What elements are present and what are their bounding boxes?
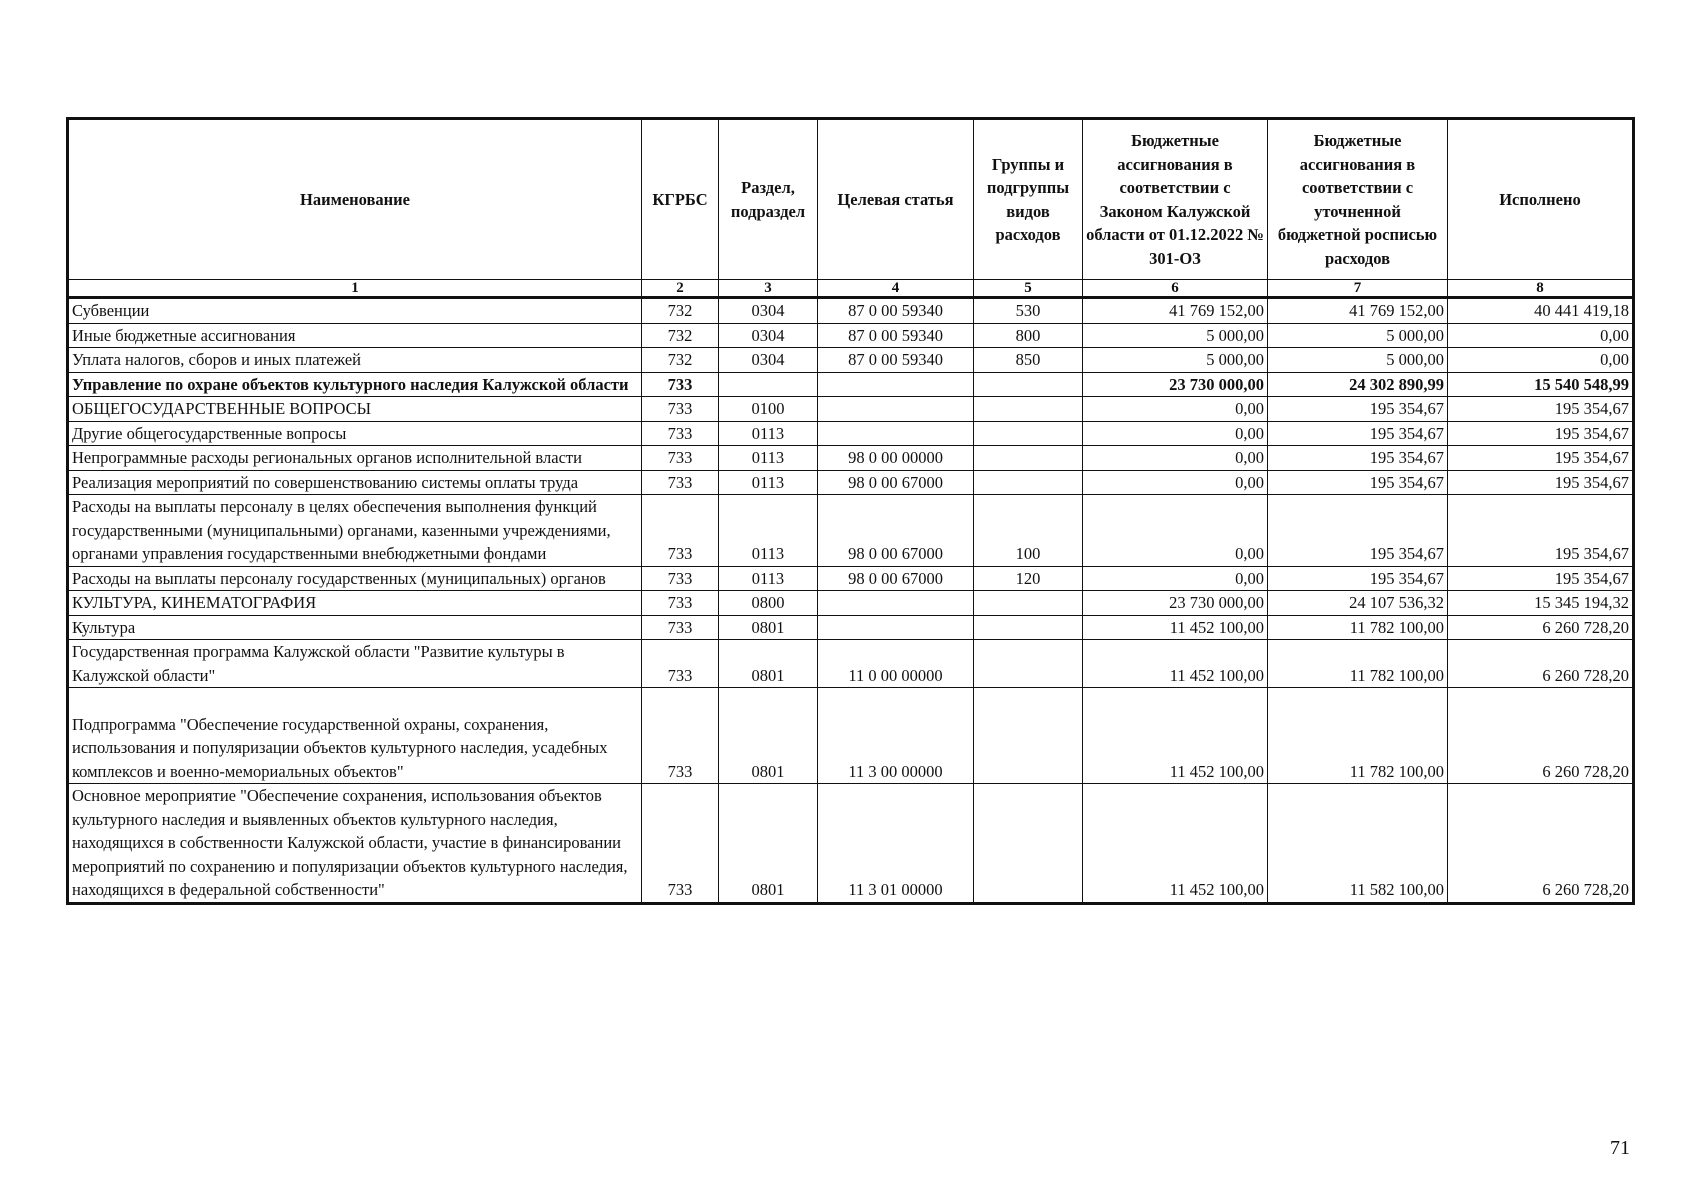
table-row	[68, 348, 1634, 373]
header-executed: Исполнено	[1448, 119, 1634, 280]
row-refined: 195 354,67	[1268, 566, 1448, 591]
row-group: 850	[974, 348, 1083, 373]
row-refined: 24 107 536,32	[1268, 591, 1448, 616]
row-group	[974, 372, 1083, 397]
header-target: Целевая статья	[818, 119, 974, 280]
row-name: Основное мероприятие "Обеспечение сохранения, использования объектов культурного наследия и выявленных объектов культурного наследия, находящихся в собственности Калужской области, участие в финансировании мероприятий по сохранению и популяризации объектов культурного наследия, находящихся в федеральной собственности"	[68, 784, 642, 904]
row-target	[818, 372, 974, 397]
row-name: Расходы на выплаты персоналу государственных (муниципальных) органов	[68, 566, 642, 591]
row-kgrbs: 733	[642, 615, 719, 640]
row-name: Субвенции	[68, 298, 642, 324]
row-executed: 40 441 419,18	[1448, 298, 1634, 324]
row-kgrbs: 733	[642, 784, 719, 904]
table-row	[68, 397, 1634, 422]
row-target	[818, 421, 974, 446]
row-kgrbs: 733	[642, 591, 719, 616]
row-section: 0113	[719, 421, 818, 446]
row-group	[974, 591, 1083, 616]
row-law: 41 769 152,00	[1083, 298, 1268, 324]
row-refined: 11 782 100,00	[1268, 615, 1448, 640]
row-executed: 195 354,67	[1448, 495, 1634, 567]
row-target: 98 0 00 67000	[818, 495, 974, 567]
row-section: 0801	[719, 688, 818, 784]
table-row	[68, 323, 1634, 348]
row-target: 11 3 00 00000	[818, 688, 974, 784]
header-name: Наименование	[68, 119, 642, 280]
row-kgrbs: 733	[642, 640, 719, 688]
row-name: Государственная программа Калужской области "Развитие культуры в Калужской области"	[68, 640, 642, 688]
row-refined: 5 000,00	[1268, 348, 1448, 373]
row-group	[974, 688, 1083, 784]
row-law: 11 452 100,00	[1083, 688, 1268, 784]
row-target: 87 0 00 59340	[818, 323, 974, 348]
header-law: Бюджетные ассигнования в соответствии с Законом Калужской области от 01.12.2022 № 301-ОЗ	[1083, 119, 1268, 280]
row-section: 0113	[719, 566, 818, 591]
header-refined: Бюджетные ассигнования в соответствии с уточненной бюджетной росписью расходов	[1268, 119, 1448, 280]
row-executed: 195 354,67	[1448, 446, 1634, 471]
header-row	[68, 119, 1634, 280]
table-row	[68, 298, 1634, 324]
row-kgrbs: 732	[642, 348, 719, 373]
row-law: 11 452 100,00	[1083, 640, 1268, 688]
row-refined: 195 354,67	[1268, 495, 1448, 567]
row-executed: 15 540 548,99	[1448, 372, 1634, 397]
row-section: 0800	[719, 591, 818, 616]
column-number: 4	[818, 280, 974, 298]
budget-table	[66, 117, 1635, 905]
row-name: Культура	[68, 615, 642, 640]
row-name: КУЛЬТУРА, КИНЕМАТОГРАФИЯ	[68, 591, 642, 616]
table-row	[68, 421, 1634, 446]
row-executed: 195 354,67	[1448, 421, 1634, 446]
row-law: 0,00	[1083, 446, 1268, 471]
table-row	[68, 615, 1634, 640]
table-row	[68, 688, 1634, 784]
row-refined: 5 000,00	[1268, 323, 1448, 348]
row-refined: 24 302 890,99	[1268, 372, 1448, 397]
row-law: 23 730 000,00	[1083, 372, 1268, 397]
row-target: 87 0 00 59340	[818, 348, 974, 373]
row-refined: 11 782 100,00	[1268, 640, 1448, 688]
row-kgrbs: 733	[642, 688, 719, 784]
row-section: 0801	[719, 784, 818, 904]
row-kgrbs: 733	[642, 566, 719, 591]
row-law: 5 000,00	[1083, 348, 1268, 373]
header-section: Раздел, подраздел	[719, 119, 818, 280]
row-section	[719, 372, 818, 397]
row-law: 0,00	[1083, 566, 1268, 591]
row-group	[974, 615, 1083, 640]
row-name: Иные бюджетные ассигнования	[68, 323, 642, 348]
row-section: 0100	[719, 397, 818, 422]
table-row	[68, 566, 1634, 591]
row-kgrbs: 732	[642, 323, 719, 348]
row-executed: 6 260 728,20	[1448, 640, 1634, 688]
table-row	[68, 784, 1634, 904]
row-law: 0,00	[1083, 397, 1268, 422]
row-refined: 195 354,67	[1268, 421, 1448, 446]
row-section: 0113	[719, 446, 818, 471]
row-target: 11 0 00 00000	[818, 640, 974, 688]
row-kgrbs: 733	[642, 446, 719, 471]
row-law: 0,00	[1083, 421, 1268, 446]
row-law: 23 730 000,00	[1083, 591, 1268, 616]
row-executed: 6 260 728,20	[1448, 784, 1634, 904]
row-kgrbs: 733	[642, 372, 719, 397]
row-target	[818, 591, 974, 616]
row-kgrbs: 733	[642, 397, 719, 422]
row-target	[818, 615, 974, 640]
row-name: Непрограммные расходы региональных органов исполнительной власти	[68, 446, 642, 471]
row-refined: 41 769 152,00	[1268, 298, 1448, 324]
table-row	[68, 640, 1634, 688]
row-group	[974, 784, 1083, 904]
row-target	[818, 397, 974, 422]
row-section: 0304	[719, 298, 818, 324]
row-group	[974, 640, 1083, 688]
row-target: 11 3 01 00000	[818, 784, 974, 904]
row-executed: 195 354,67	[1448, 397, 1634, 422]
row-executed: 195 354,67	[1448, 470, 1634, 495]
row-law: 11 452 100,00	[1083, 784, 1268, 904]
row-law: 11 452 100,00	[1083, 615, 1268, 640]
row-group	[974, 397, 1083, 422]
column-number-row	[68, 280, 1634, 298]
column-number: 2	[642, 280, 719, 298]
header-kgrbs: КГРБС	[642, 119, 719, 280]
row-kgrbs: 733	[642, 495, 719, 567]
row-name: Уплата налогов, сборов и иных платежей	[68, 348, 642, 373]
row-section: 0801	[719, 640, 818, 688]
column-number: 8	[1448, 280, 1634, 298]
row-executed: 195 354,67	[1448, 566, 1634, 591]
row-group: 530	[974, 298, 1083, 324]
table-row	[68, 591, 1634, 616]
row-group: 800	[974, 323, 1083, 348]
row-group: 120	[974, 566, 1083, 591]
row-section: 0801	[719, 615, 818, 640]
row-kgrbs: 733	[642, 470, 719, 495]
column-number: 3	[719, 280, 818, 298]
row-refined: 195 354,67	[1268, 397, 1448, 422]
column-number: 7	[1268, 280, 1448, 298]
row-group	[974, 470, 1083, 495]
header-groups: Группы и подгруппы видов расходов	[974, 119, 1083, 280]
row-name: Управление по охране объектов культурного наследия Калужской области	[68, 372, 642, 397]
row-section: 0304	[719, 348, 818, 373]
row-target: 87 0 00 59340	[818, 298, 974, 324]
row-name: Расходы на выплаты персоналу в целях обеспечения выполнения функций государственными (муниципальными) органами, казенными учреждениями, органами управления государственными внебюджетными фондами	[68, 495, 642, 567]
table-row	[68, 372, 1634, 397]
column-number: 1	[68, 280, 642, 298]
row-executed: 0,00	[1448, 348, 1634, 373]
row-law: 0,00	[1083, 495, 1268, 567]
row-kgrbs: 733	[642, 421, 719, 446]
row-law: 5 000,00	[1083, 323, 1268, 348]
row-group	[974, 446, 1083, 471]
row-kgrbs: 732	[642, 298, 719, 324]
row-section: 0113	[719, 470, 818, 495]
row-group	[974, 421, 1083, 446]
table-row	[68, 446, 1634, 471]
row-target: 98 0 00 00000	[818, 446, 974, 471]
row-section: 0113	[719, 495, 818, 567]
row-executed: 6 260 728,20	[1448, 688, 1634, 784]
row-executed: 6 260 728,20	[1448, 615, 1634, 640]
row-refined: 11 582 100,00	[1268, 784, 1448, 904]
column-number: 6	[1083, 280, 1268, 298]
table-row	[68, 495, 1634, 567]
row-name: Подпрограмма "Обеспечение государственной охраны, сохранения, использования и популяризации объектов культурного наследия, усадебных комплексов и военно-мемориальных объектов"	[68, 688, 642, 784]
table-row	[68, 470, 1634, 495]
row-executed: 15 345 194,32	[1448, 591, 1634, 616]
row-executed: 0,00	[1448, 323, 1634, 348]
row-group: 100	[974, 495, 1083, 567]
row-refined: 11 782 100,00	[1268, 688, 1448, 784]
row-refined: 195 354,67	[1268, 446, 1448, 471]
row-law: 0,00	[1083, 470, 1268, 495]
page-number: 71	[1610, 1137, 1630, 1159]
row-name: Другие общегосударственные вопросы	[68, 421, 642, 446]
row-section: 0304	[719, 323, 818, 348]
row-name: ОБЩЕГОСУДАРСТВЕННЫЕ ВОПРОСЫ	[68, 397, 642, 422]
column-number: 5	[974, 280, 1083, 298]
row-name: Реализация мероприятий по совершенствованию системы оплаты труда	[68, 470, 642, 495]
row-refined: 195 354,67	[1268, 470, 1448, 495]
row-target: 98 0 00 67000	[818, 470, 974, 495]
row-target: 98 0 00 67000	[818, 566, 974, 591]
